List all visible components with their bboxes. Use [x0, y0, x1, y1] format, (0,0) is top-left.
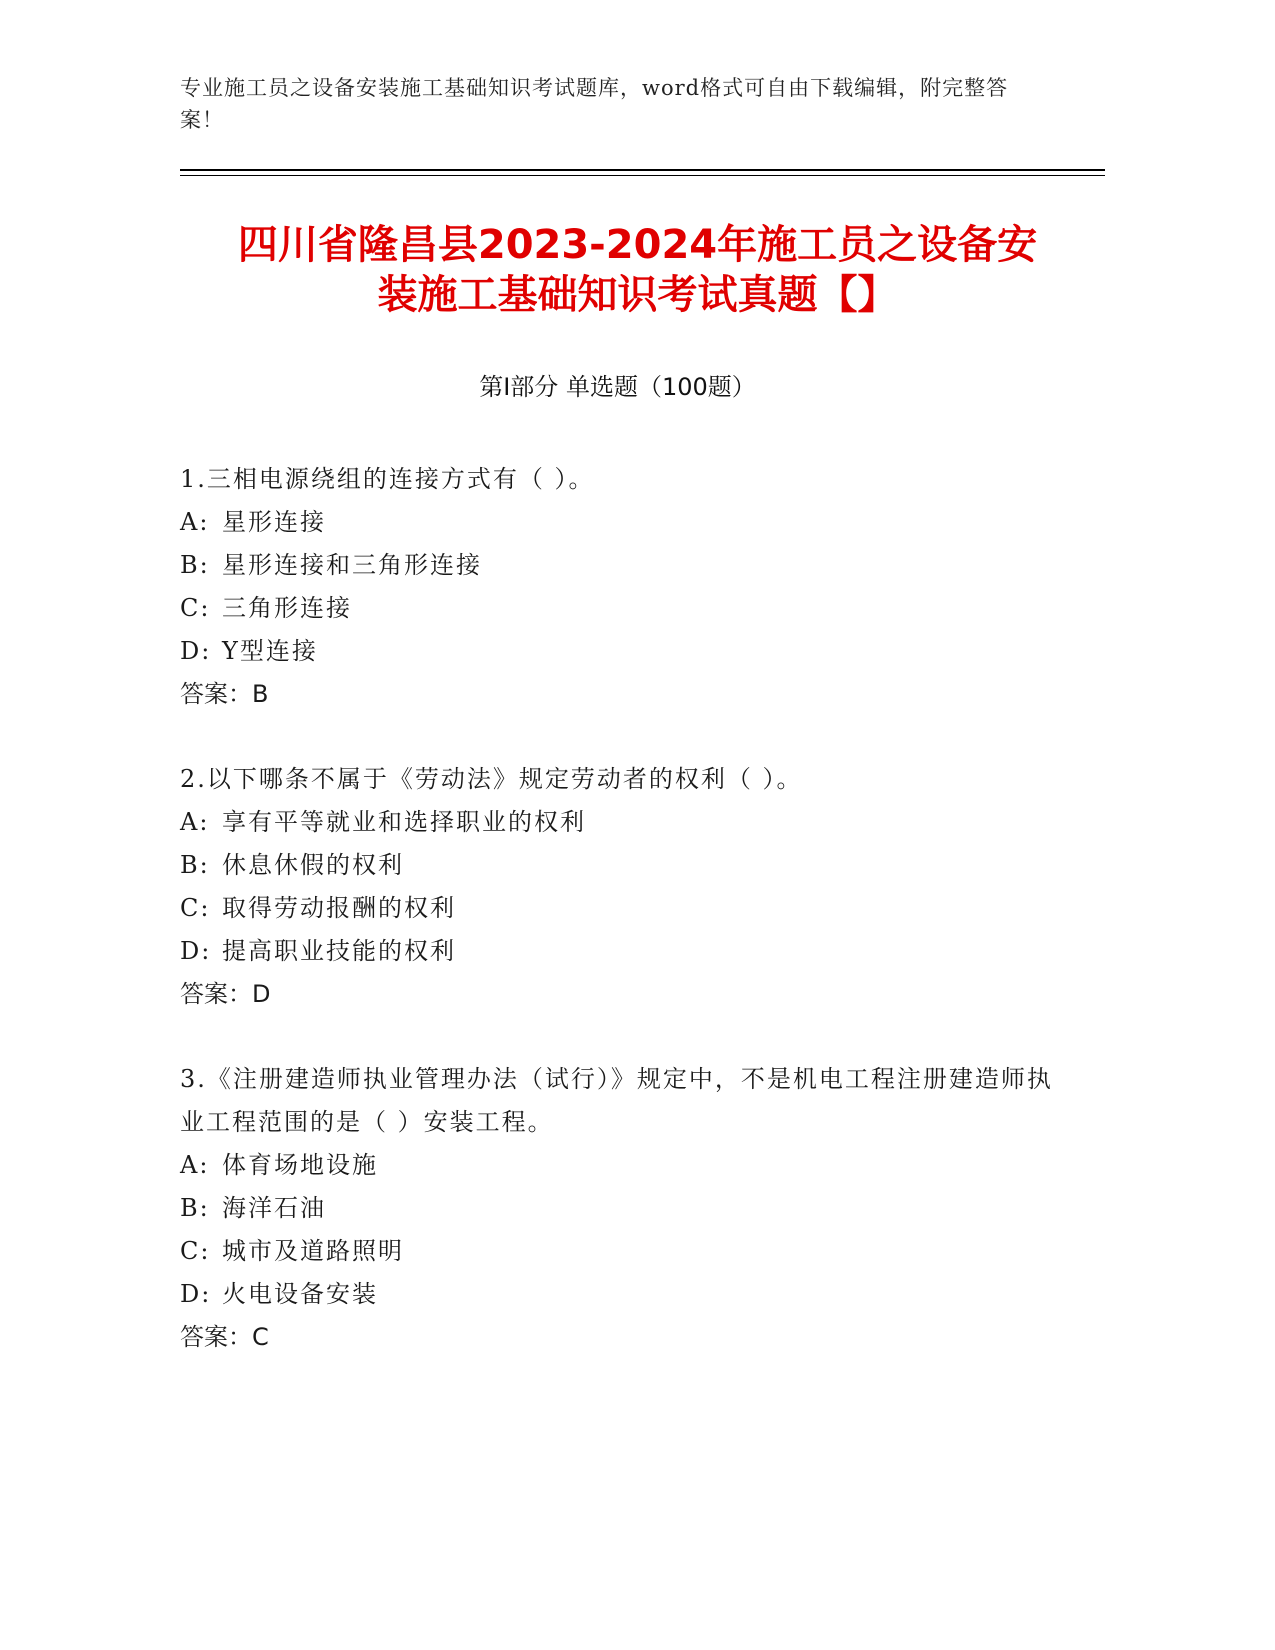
option-text: Y型连接	[222, 637, 318, 665]
option-key: A:	[180, 1151, 210, 1179]
option-text: 星形连接	[222, 508, 326, 536]
option-key: A:	[180, 808, 210, 836]
header-note: 专业施工员之设备安装施工基础知识考试题库，word格式可自由下载编辑，附完整答案！	[180, 76, 1009, 132]
question-option	[180, 801, 1060, 844]
document-title-line-2: 装施工基础知识考试真题【】	[377, 272, 898, 318]
option-text: 三角形连接	[222, 594, 352, 622]
option-text: 海洋石油	[222, 1194, 326, 1222]
option-key: D:	[180, 937, 212, 965]
question-option	[180, 501, 1060, 544]
question-option	[180, 544, 1060, 587]
question-list	[180, 458, 1060, 1401]
document-title	[150, 220, 1125, 320]
question-answer: 答案：B	[180, 680, 269, 708]
header-rule-thin	[180, 175, 1105, 176]
option-text: 火电设备安装	[222, 1280, 378, 1308]
question-stem: 1.三相电源绕组的连接方式有（ ）。	[180, 465, 595, 493]
option-text: 休息休假的权利	[222, 851, 404, 879]
option-text: 城市及道路照明	[222, 1237, 404, 1265]
option-key: A:	[180, 508, 210, 536]
question-stem: 2.以下哪条不属于《劳动法》规定劳动者的权利（ ）。	[180, 765, 803, 793]
option-key: C:	[180, 594, 211, 622]
question-answer: 答案：D	[180, 980, 271, 1008]
section-title: 第Ⅰ部分 单选题（100题）	[479, 373, 756, 401]
option-text: 取得劳动报酬的权利	[222, 894, 456, 922]
question-option	[180, 887, 1060, 930]
question-answer: 答案：C	[180, 1323, 269, 1351]
question-item	[180, 458, 1060, 716]
option-key: C:	[180, 1237, 211, 1265]
option-key: C:	[180, 894, 211, 922]
option-key: D:	[180, 1280, 212, 1308]
document-title-line-1: 四川省隆昌县2023-2024年施工员之设备安	[237, 222, 1038, 268]
option-key: D:	[180, 637, 212, 665]
question-option	[180, 1187, 1060, 1230]
option-text: 享有平等就业和选择职业的权利	[222, 808, 586, 836]
option-text: 星形连接和三角形连接	[222, 551, 482, 579]
option-key: B:	[180, 551, 210, 579]
question-option	[180, 930, 1060, 973]
option-text: 体育场地设施	[222, 1151, 378, 1179]
question-option	[180, 1273, 1060, 1316]
question-stem: 3.《注册建造师执业管理办法（试行）》规定中，不是机电工程注册建造师执业工程范围的是（ ）安装工程。	[180, 1065, 1053, 1136]
option-key: B:	[180, 851, 210, 879]
option-key: B:	[180, 1194, 210, 1222]
header-rule-thick	[180, 169, 1105, 171]
question-option	[180, 844, 1060, 887]
question-option	[180, 1230, 1060, 1273]
question-item	[180, 1058, 1060, 1359]
question-option	[180, 630, 1060, 673]
question-option	[180, 587, 1060, 630]
question-item	[180, 758, 1060, 1016]
option-text: 提高职业技能的权利	[222, 937, 456, 965]
question-option	[180, 1144, 1060, 1187]
